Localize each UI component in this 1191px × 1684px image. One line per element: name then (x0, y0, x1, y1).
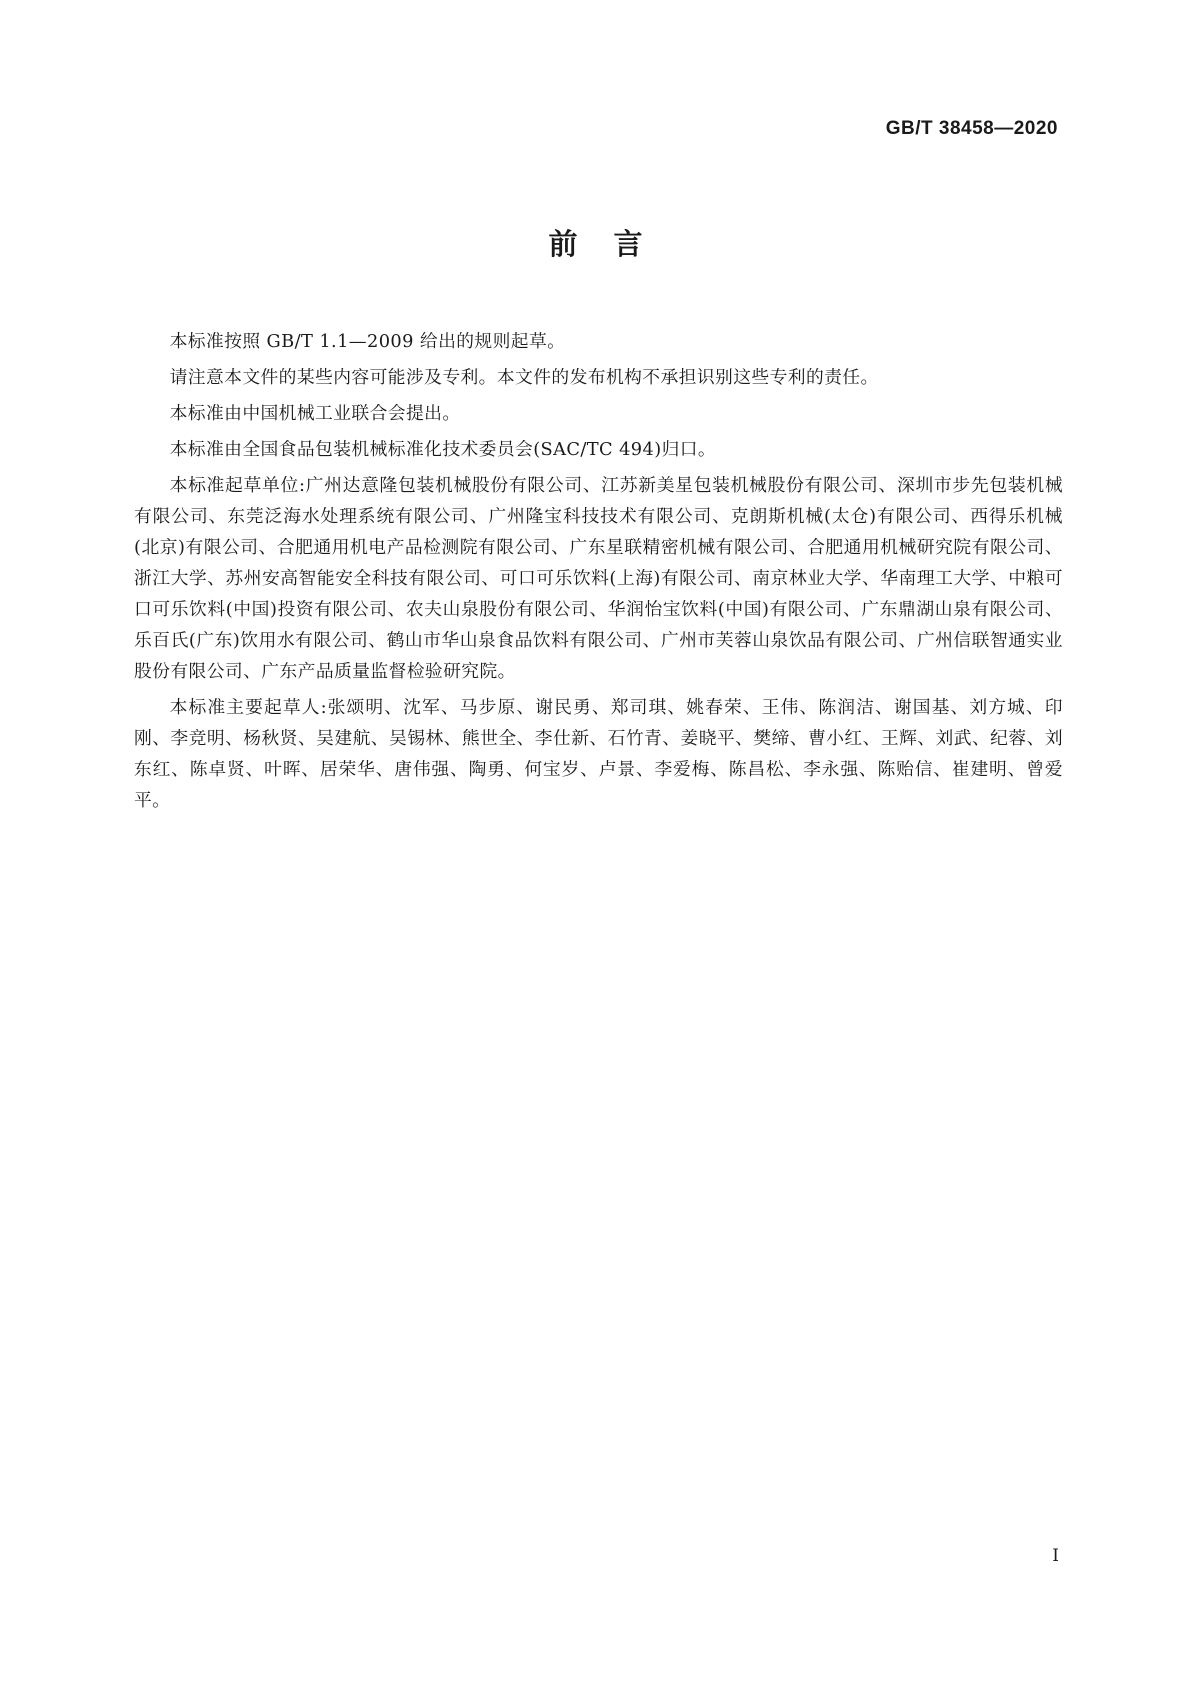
page-number: I (1052, 1546, 1059, 1566)
foreword-body (134, 326, 1063, 821)
paragraph-drafting-units: 本标准起草单位:广州达意隆包装机械股份有限公司、江苏新美星包装机械股份有限公司、深圳市步先包装机械有限公司、东莞泛海水处理系统有限公司、广州隆宝科技技术有限公司、克朗斯机械(太仓)有限公司、西得乐机械(北京)有限公司、合肥通用机电产品检测院有限公司、广东星联精密机械有限公司、合肥通用机械研究院有限公司、浙江大学、苏州安高智能安全科技有限公司、可口可乐饮料(上海)有限公司、南京林业大学、华南理工大学、中粮可口可乐饮料(中国)投资有限公司、农夫山泉股份有限公司、华润怡宝饮料(中国)有限公司、广东鼎湖山泉有限公司、乐百氏(广东)饮用水有限公司、鹤山市华山泉食品饮料有限公司、广州市芙蓉山泉饮品有限公司、广州信联智通实业股份有限公司、广东产品质量监督检验研究院。 (134, 475, 1063, 682)
paragraph-patent-notice: 请注意本文件的某些内容可能涉及专利。本文件的发布机构不承担识别这些专利的责任。 (169, 367, 879, 388)
paragraph-drafting-rules: 本标准按照 GB/T 1.1—2009 给出的规则起草。 (169, 331, 566, 352)
paragraph-main-drafters: 本标准主要起草人:张颂明、沈军、马步原、谢民勇、郑司琪、姚春荣、王伟、陈润洁、谢国基、刘方城、印刚、李竞明、杨秋贤、吴建航、吴锡林、熊世全、李仕新、石竹青、姜晓平、樊缔、曹小红、王辉、刘武、纪蓉、刘东红、陈卓贤、叶晖、居荣华、唐伟强、陶勇、何宝岁、卢景、李爱梅、陈昌松、李永强、陈贻信、崔建明、曾爱平。 (134, 697, 1063, 811)
page-title: 前言 (548, 227, 679, 261)
paragraph-proposer: 本标准由中国机械工业联合会提出。 (169, 403, 461, 424)
standard-number: GB/T 38458—2020 (885, 118, 1058, 139)
paragraph-technical-committee: 本标准由全国食品包装机械标准化技术委员会(SAC/TC 494)归口。 (169, 439, 717, 460)
